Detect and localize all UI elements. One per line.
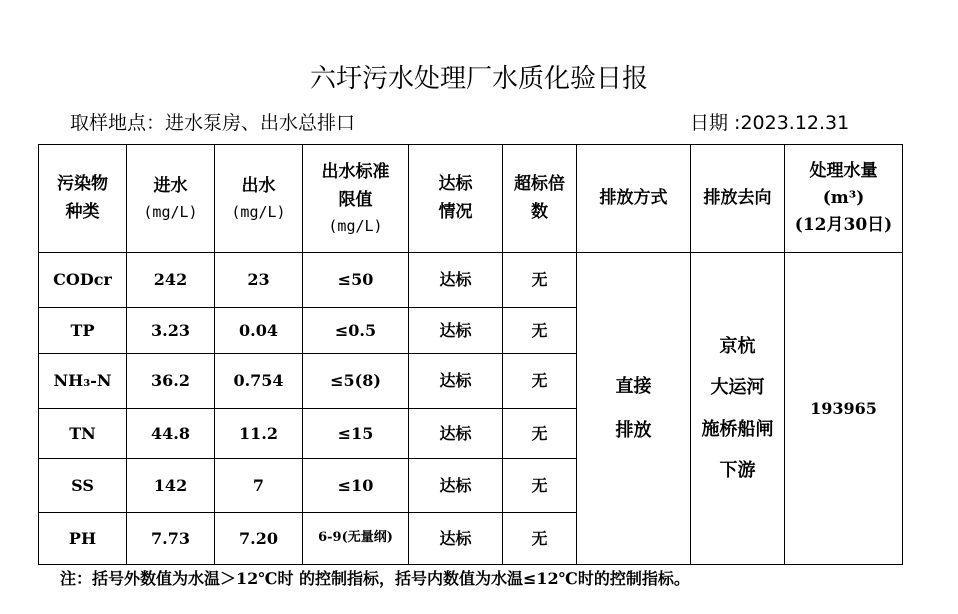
exceed-cell: 无: [503, 354, 577, 409]
compliance-cell: 达标: [409, 459, 503, 513]
standard-cell: ≤5(8): [303, 354, 409, 409]
pollutant-cell: SS: [39, 459, 127, 513]
standard-cell: ≤15: [303, 409, 409, 459]
treated-volume-cell: 193965: [785, 253, 903, 565]
outflow-cell: 23: [215, 253, 303, 308]
outflow-cell: 7.20: [215, 513, 303, 565]
exceed-cell: 无: [503, 253, 577, 308]
pollutant-cell: NH₃-N: [39, 354, 127, 409]
report-date: 日期 :2023.12.31: [690, 112, 850, 134]
discharge-method-cell: 直接 排放: [577, 253, 691, 565]
header-standard: 出水标准 限值 (mg/L): [303, 145, 409, 253]
water-quality-table: [38, 144, 903, 565]
header-treated-volume: 处理水量 (m³) (12月30日): [785, 145, 903, 253]
compliance-cell: 达标: [409, 308, 503, 354]
standard-cell: 6-9(无量纲): [303, 513, 409, 565]
pollutant-cell: CODcr: [39, 253, 127, 308]
pollutant-cell: TP: [39, 308, 127, 354]
discharge-destination-cell: 京杭 大运河 施桥船闸 下游: [691, 253, 785, 565]
header-outflow: 出水 (mg/L): [215, 145, 303, 253]
report-title: 六圩污水处理厂水质化验日报: [309, 64, 648, 94]
compliance-cell: 达标: [409, 354, 503, 409]
compliance-cell: 达标: [409, 409, 503, 459]
inflow-cell: 36.2: [127, 354, 215, 409]
header-exceed: 超标倍 数: [503, 145, 577, 253]
compliance-cell: 达标: [409, 513, 503, 565]
inflow-cell: 142: [127, 459, 215, 513]
standard-cell: ≤10: [303, 459, 409, 513]
inflow-cell: 3.23: [127, 308, 215, 354]
header-discharge-method: 排放方式: [577, 145, 691, 253]
standard-cell: ≤50: [303, 253, 409, 308]
pollutant-cell: TN: [39, 409, 127, 459]
exceed-cell: 无: [503, 409, 577, 459]
footnote: 注：括号外数值为水温＞12℃时 的控制指标，括号内数值为水温≤12℃时的控制指标。: [60, 569, 690, 588]
header-inflow: 进水 (mg/L): [127, 145, 215, 253]
pollutant-cell: PH: [39, 513, 127, 565]
compliance-cell: 达标: [409, 253, 503, 308]
inflow-cell: 242: [127, 253, 215, 308]
outflow-cell: 11.2: [215, 409, 303, 459]
table-row: [39, 253, 903, 308]
exceed-cell: 无: [503, 459, 577, 513]
inflow-cell: 7.73: [127, 513, 215, 565]
sampling-location: 取样地点：进水泵房、出水总排口: [70, 112, 356, 134]
header-pollutant: 污染物 种类: [39, 145, 127, 253]
outflow-cell: 0.04: [215, 308, 303, 354]
header-row: [39, 145, 903, 253]
header-compliance: 达标 情况: [409, 145, 503, 253]
header-discharge-destination: 排放去向: [691, 145, 785, 253]
outflow-cell: 7: [215, 459, 303, 513]
outflow-cell: 0.754: [215, 354, 303, 409]
standard-cell: ≤0.5: [303, 308, 409, 354]
inflow-cell: 44.8: [127, 409, 215, 459]
exceed-cell: 无: [503, 513, 577, 565]
exceed-cell: 无: [503, 308, 577, 354]
